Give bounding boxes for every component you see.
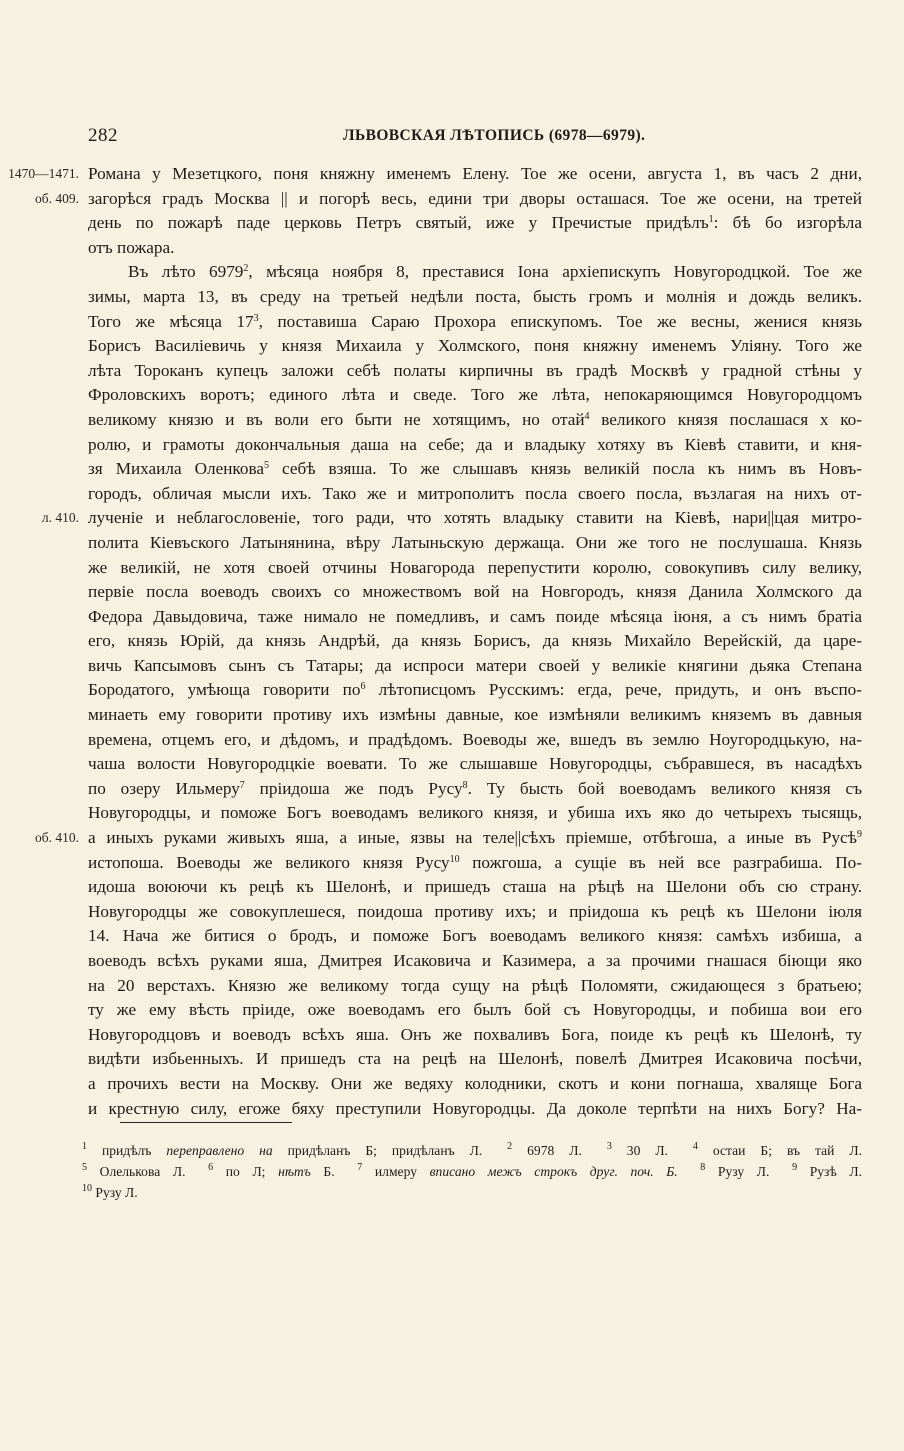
text-line: Въ лѣто 6979$^2$, мѣсяца ноября 8, преставися Іона архіепискупъ Новугородцкой. Тое же [128,262,862,282]
text-line: времена, отцемъ его, и дѣдомъ, и прадѣдомъ. Воеводы же, вшедъ въ землю Ноугородцькую, на- [88,729,862,749]
footnote-separator [120,1122,292,1123]
footnote-7: $^7$ илмеру вписано межъ строкъ друг. поч. Б. [357,1162,678,1179]
footnote-4: $^4$ остаи Б; въ тай Л. [692,1141,862,1158]
text-line: великому князю и въ воли его быти не хотящимъ, но отай$^4$ великого князя послашася х ко- [88,409,862,429]
text-line: 14. Нача же битися о бродъ, и поможе Богъ воеводамъ великого князя: самѣхъ избиша, а [88,926,862,946]
page-number: 282 [88,125,118,146]
text-line: Борисъ Василіевичь у князя Михаила у Холмского, поня княжну именемъ Уліяну. Того же [88,336,862,356]
text-line: Новугородцы, и поможе Богъ воеводамъ великого князя, и убиша ихъ яко до четырехъ тысящь, [88,803,862,823]
footnote-mark: 6 [360,681,366,693]
footnote-mark: 2 [243,263,249,275]
text-line: истопоша. Воеводы же великого князя Русу$^{10}$ пожгоша, а сущіе въ ней все разграбиша. По- [88,852,862,872]
footnote-6: $^6$ по Л; нѣтъ Б. [208,1162,335,1179]
margin-note-folio: об. 410. [35,830,79,846]
page-header [88,125,868,153]
text-line: Новугородцовъ и воеводъ всѣхъ яша. Онъ же похваливъ Бога, поиде къ рецѣ къ Шелонѣ, ту [88,1024,862,1044]
footnote-mark: 8 [462,779,468,791]
text-line: об. 410. а иныхъ руками живыхъ яша, а иные, язвы на теле||сѣхъ пріемше, отбѣгоша, а иные въ Русѣ$^9$ [88,826,862,851]
text-line: вичь Капсымовъ сынъ съ Татары; да испроси матери своей у великіе княгини дьяка Степана [88,655,862,675]
footnote-8: $^8$ Рузу Л. [700,1162,770,1179]
footnote-mark: 7 [239,779,245,791]
text-line: идоша воюючи къ рецѣ къ Шелонѣ, и пришедъ сташа на рѣцѣ на Шелони объ сю страну. [88,877,862,897]
text-line: 1470—1471. Романа у Мезетцкого, поня княжну именемъ Елену. Тое же осени, августа 1, въ часъ 2 дни, [88,162,862,187]
footnote-line [82,1161,862,1182]
footnote-2: $^2$ 6978 Л. [507,1141,582,1158]
text-line: зя Михаила Оленкова$^5$ себѣ взяша. То же слышавъ князь великій посла къ нимъ въ Новъ- [88,459,863,479]
footnote-mark: 4 [584,410,590,422]
text-line: видѣти избьенныхъ. И пришедъ ста на рецѣ на Шелонѣ, повелѣ Дмитрея Исаковича посѣчи, [88,1049,862,1069]
footnote-mark: 9 [857,829,862,841]
text-line: лѣта Тороканъ купецъ заложи себѣ полаты кирпичны въ градѣ Москвѣ у градной стѣны у [88,360,862,380]
footnote-mark: 5 [264,460,269,472]
footnote-line [82,1140,862,1161]
text-line: Фроловскихъ воротъ; единого лѣта и сведе. Того же лѣта, непокаряющимся Новугородцомъ [88,385,862,405]
text-line: городъ, обличая мысли ихъ. Тако же и митрополитъ посла своего посла, възлагая на нихъ от- [88,483,862,503]
footnote-5: $^5$ Олелькова Л. [82,1162,186,1179]
text-line: зимы, марта 13, въ среду на третьей недѣли поста, бысть громъ и молнія и дождь великъ. [88,286,862,306]
text-line: по озеру Ильмеру$^7$ пріидоша же подъ Русу$^8$. Ту бысть бой воеводамъ великого князя съ [88,778,863,798]
running-title: ЛЬВОВСКАЯ ЛѢТОПИСЬ (6978—6979). [343,127,646,144]
text-line: Федора Давыдовича, таже нимало не помедливъ, и самъ поиде мѣсяца іюня, а съ нимъ братіа [88,606,862,626]
text-line: первіе посла воеводъ своихъ со множествомъ вой на Новгородъ, князя Данила Холмского да [88,582,862,602]
text-line: Бородатого, умѣюща говорити $по^6$ лѣтописцомъ Русскимъ: егда, рече, придуть, и онъ въспо- [88,680,862,700]
text-line: и крестную силу, егоже бяху преступили Новугородцы. Да доколе терпѣти на нихъ Богу? На- [88,1098,862,1118]
text-line: полита Кіевъского Латынянина, вѣру Латыньскую держаща. Они же того не послушаша. Князь [88,532,862,552]
text-line: а прочихъ вести на Москву. Они же ведяху колодники, скотъ и кони погнаша, хваляще Бога [88,1073,862,1093]
chronicle-text [8,162,863,1121]
text-line: отъ пожара. [88,237,175,257]
footnote-10: $^{10}$ Рузу Л. [82,1183,138,1200]
footnote-9: $^9$ Рузѣ Л. [792,1162,863,1179]
footnote-mark: 1 [708,214,714,226]
text-line: минаеть ему говорити противу ихъ измѣны давные, кое измѣняли великимъ княземъ въ давныя [88,705,862,725]
footnote-line [82,1182,862,1203]
text-line: его, князь Юрій, да князь Андрѣй, да князь Борисъ, да князь Михайло Верейскій, да царе- [88,631,862,651]
margin-note-folio: л. 410. [41,510,79,526]
text-line: ролю, и грамоты докончальныя даша на себе; да и владыку хотяху въ Кіевѣ ставити, и кня- [88,434,862,454]
text-line: на 20 верстахъ. Князю же великому тогда сущу на рѣцѣ Поломяти, сжидающеся з братьею; [88,975,862,995]
margin-note-folio: об. 409. [35,190,79,206]
text-line: воеводъ всѣхъ руками яша, Дмитрея Исаковича и Казимера, а за прочими гнашася біющи яко [88,951,862,970]
footnote-mark: 3 [253,312,259,324]
text-line: день по пожарѣ паде церковь Петръ святый, иже у Пречистые придѣлъ$^1$: бѣ бо изгорѣла [88,213,862,233]
footnotes [82,1140,862,1203]
footnote-3: $^3$ 30 Л. [606,1141,668,1158]
footnote-mark: 10 [449,853,460,865]
margin-note-years: 1470—1471. [8,166,79,181]
text-line: Новугородцы же совокуплешеся, поидоша противу ихъ; и пріидоша къ рецѣ къ Шелони іюля [88,901,862,921]
text-line: чаша волости Новугородцкіе воевати. То же слышавше Новугородцы, събравшеся, въ насадѣхъ [88,754,862,774]
text-line: л. 410. лученіе и неблагословеніе, того ради, что хотять владыку ставити на Кіевѣ, нари||цая митро- [88,506,862,531]
text-line: ту же ему вѣсть пріиде, оже воеводамъ его былъ бой съ Новугородцы, и побиша вои его [88,1000,862,1020]
footnote-1: $^1$ придѣлъ переправлено на придѣланъ Б; придѣланъ Л. [82,1141,483,1158]
text-line: же великій, не хотя своей отчины Новагорода перепустити королю, совокупивъ силу велику, [88,557,862,577]
text-line: об. 409. загорѣся градъ Москва || и погорѣ весь, едини три дворы осташася. Тое же осени, на третей [88,187,862,212]
text-line: Того же мѣсяца $17^3$, поставиша Сараю Прохора епискупомъ. Тое же весны, женися князь [88,311,862,331]
